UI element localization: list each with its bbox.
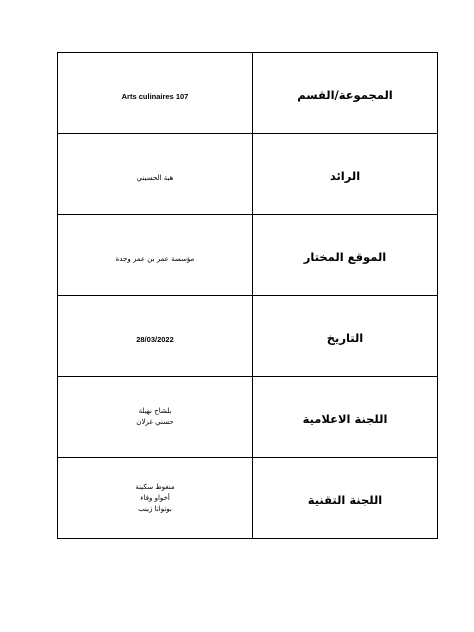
info-table (57, 52, 438, 539)
group-value: Arts culinaires 107 (121, 91, 189, 101)
media-committee-label-cell (253, 377, 438, 458)
table-row (58, 53, 438, 134)
leader-label-cell (253, 134, 438, 215)
technical-member-1: منغوط سكينة (135, 482, 175, 491)
date-label-cell (253, 296, 438, 377)
location-value-cell (58, 215, 253, 296)
table-row (58, 296, 438, 377)
location-label: الموقع المختار (303, 249, 387, 264)
media-member-1: بلشاح نهيلة (138, 407, 172, 415)
table-row (58, 134, 438, 215)
technical-member-2: أخواو وفاء (140, 493, 170, 502)
leader-label: الرائد (329, 168, 361, 183)
location-value: مؤسسة عمر بن عمر وجدة (115, 254, 195, 263)
table-row (58, 377, 438, 458)
leader-value: هبة الحسيني (136, 173, 174, 182)
technical-committee-value-cell (58, 458, 253, 539)
group-value-cell (58, 53, 253, 134)
date-value: 28/03/2022 (136, 334, 174, 344)
group-label-cell (253, 53, 438, 134)
media-committee-label: اللجنة الاعلامية (302, 411, 388, 426)
group-label: المجموعة/القسم (297, 87, 393, 102)
technical-member-3: بوتوانا زينب (138, 504, 172, 513)
media-committee-members (62, 406, 248, 428)
table-row (58, 215, 438, 296)
date-label: التاريخ (326, 330, 364, 345)
leader-value-cell (58, 134, 253, 215)
media-committee-value-cell (58, 377, 253, 458)
technical-committee-label: اللجنة التقنية (307, 492, 383, 507)
technical-committee-members (62, 482, 248, 515)
table-row (58, 458, 438, 539)
location-label-cell (253, 215, 438, 296)
technical-committee-label-cell (253, 458, 438, 539)
media-member-2: حسني غزلان (136, 418, 174, 426)
date-value-cell (58, 296, 253, 377)
